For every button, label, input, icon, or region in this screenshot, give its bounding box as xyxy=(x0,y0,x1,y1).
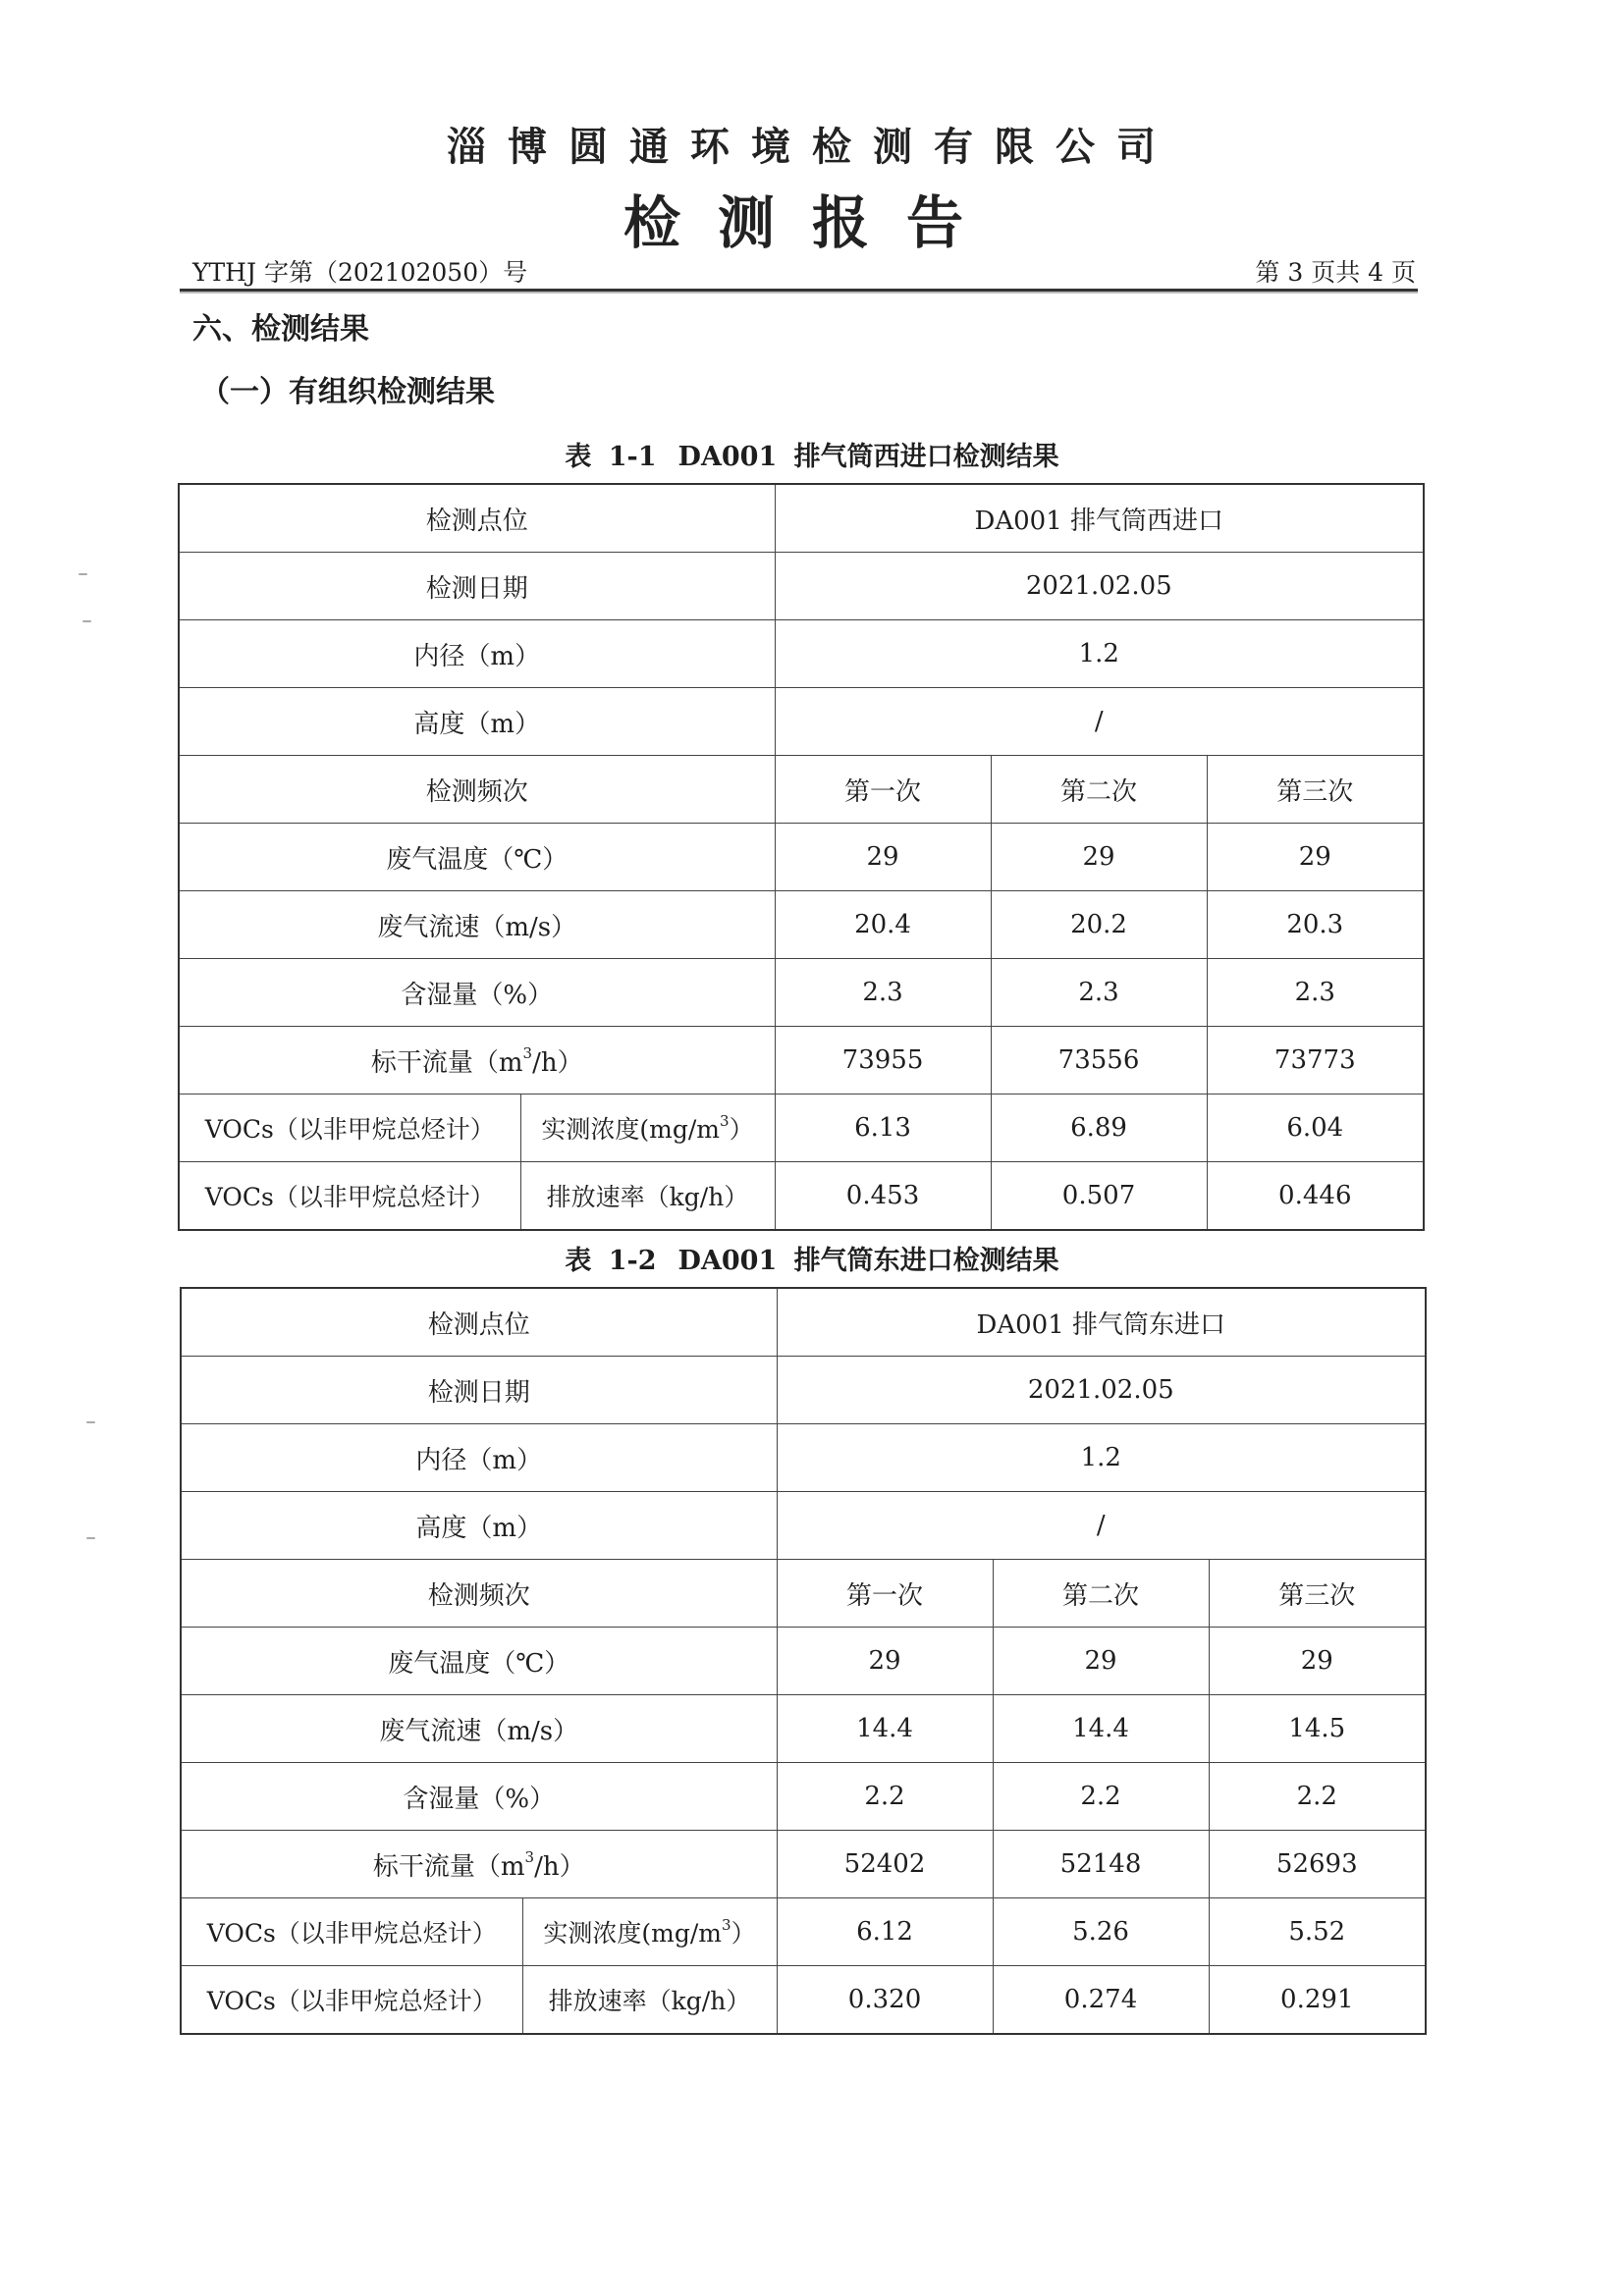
pollutant-label: VOCs（以非甲烷总烃计） xyxy=(181,1966,522,2035)
table-caption-title: DA001 排气筒东进口检测结果 xyxy=(677,1246,1059,1276)
cell-value: 29 xyxy=(991,824,1207,891)
superscript: 3 xyxy=(522,1043,533,1062)
table-caption-number: 表 1-1 xyxy=(565,442,657,472)
cell-value: 2.2 xyxy=(1209,1763,1426,1831)
table-header-row xyxy=(181,1560,1426,1628)
cell-value: 2.3 xyxy=(991,959,1207,1027)
run-header: 第二次 xyxy=(991,756,1207,824)
page-number: 第 3 页共 4 页 xyxy=(1255,258,1416,287)
date-value: 2021.02.05 xyxy=(777,1357,1426,1424)
cell-value: 29 xyxy=(777,1628,993,1695)
scan-speck xyxy=(79,573,87,575)
table-caption xyxy=(0,435,1624,473)
cell-value: 2.2 xyxy=(993,1763,1209,1831)
metric-label: 排放速率（kg/h） xyxy=(522,1966,777,2035)
table-row xyxy=(179,891,1424,959)
subsection-heading: （一）有组织检测结果 xyxy=(200,375,495,409)
run-header: 第三次 xyxy=(1209,1560,1426,1628)
cell-value: 14.4 xyxy=(993,1695,1209,1763)
section-heading: 六、检测结果 xyxy=(192,312,369,347)
run-header: 第三次 xyxy=(1207,756,1424,824)
row-label: 高度（m） xyxy=(179,688,775,756)
table-header-row xyxy=(179,756,1424,824)
row-label: 废气温度（℃） xyxy=(179,824,775,891)
row-label: 检测频次 xyxy=(181,1560,777,1628)
conc-label-close: ） xyxy=(729,1115,754,1144)
row-label: 检测日期 xyxy=(179,553,775,620)
pollutant-label: VOCs（以非甲烷总烃计） xyxy=(179,1162,520,1231)
cell-value: 29 xyxy=(993,1628,1209,1695)
table-row xyxy=(179,553,1424,620)
cell-value: 73556 xyxy=(991,1027,1207,1095)
height-value: / xyxy=(777,1492,1426,1560)
table-row xyxy=(179,1095,1424,1162)
cell-value: 6.12 xyxy=(777,1898,993,1966)
row-label: 废气流速（m/s） xyxy=(181,1695,777,1763)
header-divider xyxy=(180,289,1418,292)
pollutant-label: VOCs（以非甲烷总烃计） xyxy=(181,1898,522,1966)
table-row xyxy=(181,1898,1426,1966)
cell-value: 29 xyxy=(775,824,991,891)
flow-label-unit: /h） xyxy=(532,1047,583,1078)
diameter-value: 1.2 xyxy=(777,1424,1426,1492)
row-label: 废气流速（m/s） xyxy=(179,891,775,959)
site-value: DA001 排气筒西进口 xyxy=(775,484,1424,553)
row-label: 检测点位 xyxy=(179,484,775,553)
scan-speck xyxy=(86,1421,95,1423)
table-row xyxy=(179,959,1424,1027)
flow-label-text: 标干流量（m xyxy=(372,1851,525,1882)
table-row xyxy=(181,1831,1426,1898)
report-title: 检测报告 xyxy=(623,189,1001,256)
scan-speck xyxy=(82,620,91,622)
row-label: 检测频次 xyxy=(179,756,775,824)
table-row xyxy=(181,1424,1426,1492)
row-label: 含湿量（%） xyxy=(181,1763,777,1831)
flow-label-unit: /h） xyxy=(534,1851,585,1882)
diameter-value: 1.2 xyxy=(775,620,1424,688)
cell-value: 2.3 xyxy=(775,959,991,1027)
table-caption-title: DA001 排气筒西进口检测结果 xyxy=(677,442,1059,472)
metric-label xyxy=(522,1898,777,1966)
cell-value: 0.507 xyxy=(991,1162,1207,1231)
table-row xyxy=(179,484,1424,553)
run-header: 第二次 xyxy=(993,1560,1209,1628)
cell-value: 52148 xyxy=(993,1831,1209,1898)
superscript: 3 xyxy=(720,1112,730,1130)
table-caption-number: 表 1-2 xyxy=(565,1246,657,1276)
cell-value: 5.26 xyxy=(993,1898,1209,1966)
scan-speck xyxy=(86,1537,95,1539)
table-row xyxy=(179,620,1424,688)
row-label: 检测点位 xyxy=(181,1288,777,1357)
run-header: 第一次 xyxy=(777,1560,993,1628)
table-row xyxy=(181,1966,1426,2035)
cell-value: 20.4 xyxy=(775,891,991,959)
cell-value: 0.446 xyxy=(1207,1162,1424,1231)
cell-value: 0.291 xyxy=(1209,1966,1426,2035)
cell-value: 14.5 xyxy=(1209,1695,1426,1763)
pollutant-label: VOCs（以非甲烷总烃计） xyxy=(179,1095,520,1162)
superscript: 3 xyxy=(524,1847,535,1866)
row-label: 检测日期 xyxy=(181,1357,777,1424)
site-value: DA001 排气筒东进口 xyxy=(777,1288,1426,1357)
row-label: 废气温度（℃） xyxy=(181,1628,777,1695)
cell-value: 52402 xyxy=(777,1831,993,1898)
cell-value: 5.52 xyxy=(1209,1898,1426,1966)
row-label xyxy=(179,1027,775,1095)
cell-value: 14.4 xyxy=(777,1695,993,1763)
conc-label-text: 实测浓度(mg/m xyxy=(541,1115,721,1144)
row-label: 高度（m） xyxy=(181,1492,777,1560)
company-name: 淄博圆通环境检测有限公司 xyxy=(447,125,1177,170)
date-value: 2021.02.05 xyxy=(775,553,1424,620)
cell-value: 73955 xyxy=(775,1027,991,1095)
results-table-west-inlet xyxy=(178,483,1425,1231)
table-row xyxy=(181,1288,1426,1357)
table-row xyxy=(181,1492,1426,1560)
row-label: 内径（m） xyxy=(181,1424,777,1492)
table-caption xyxy=(0,1239,1624,1277)
cell-value: 6.04 xyxy=(1207,1095,1424,1162)
cell-value: 2.3 xyxy=(1207,959,1424,1027)
conc-label-close: ） xyxy=(731,1919,756,1948)
cell-value: 29 xyxy=(1209,1628,1426,1695)
row-label: 内径（m） xyxy=(179,620,775,688)
cell-value: 20.2 xyxy=(991,891,1207,959)
table-row xyxy=(179,688,1424,756)
cell-value: 0.320 xyxy=(777,1966,993,2035)
document-number: YTHJ 字第（202102050）号 xyxy=(192,258,528,287)
row-label: 含湿量（%） xyxy=(179,959,775,1027)
cell-value: 20.3 xyxy=(1207,891,1424,959)
flow-label-text: 标干流量（m xyxy=(370,1047,523,1078)
results-table-east-inlet xyxy=(180,1287,1427,2035)
table-row xyxy=(181,1695,1426,1763)
cell-value: 0.453 xyxy=(775,1162,991,1231)
run-header: 第一次 xyxy=(775,756,991,824)
height-value: / xyxy=(775,688,1424,756)
row-label xyxy=(181,1831,777,1898)
cell-value: 0.274 xyxy=(993,1966,1209,2035)
metric-label xyxy=(520,1095,775,1162)
cell-value: 73773 xyxy=(1207,1027,1424,1095)
cell-value: 2.2 xyxy=(777,1763,993,1831)
cell-value: 6.13 xyxy=(775,1095,991,1162)
conc-label-text: 实测浓度(mg/m xyxy=(543,1919,723,1948)
metric-label: 排放速率（kg/h） xyxy=(520,1162,775,1231)
cell-value: 52693 xyxy=(1209,1831,1426,1898)
table-row xyxy=(179,1027,1424,1095)
table-row xyxy=(181,1763,1426,1831)
table-row xyxy=(179,1162,1424,1231)
cell-value: 29 xyxy=(1207,824,1424,891)
cell-value: 6.89 xyxy=(991,1095,1207,1162)
table-row xyxy=(181,1628,1426,1695)
table-row xyxy=(179,824,1424,891)
superscript: 3 xyxy=(722,1916,731,1934)
table-row xyxy=(181,1357,1426,1424)
